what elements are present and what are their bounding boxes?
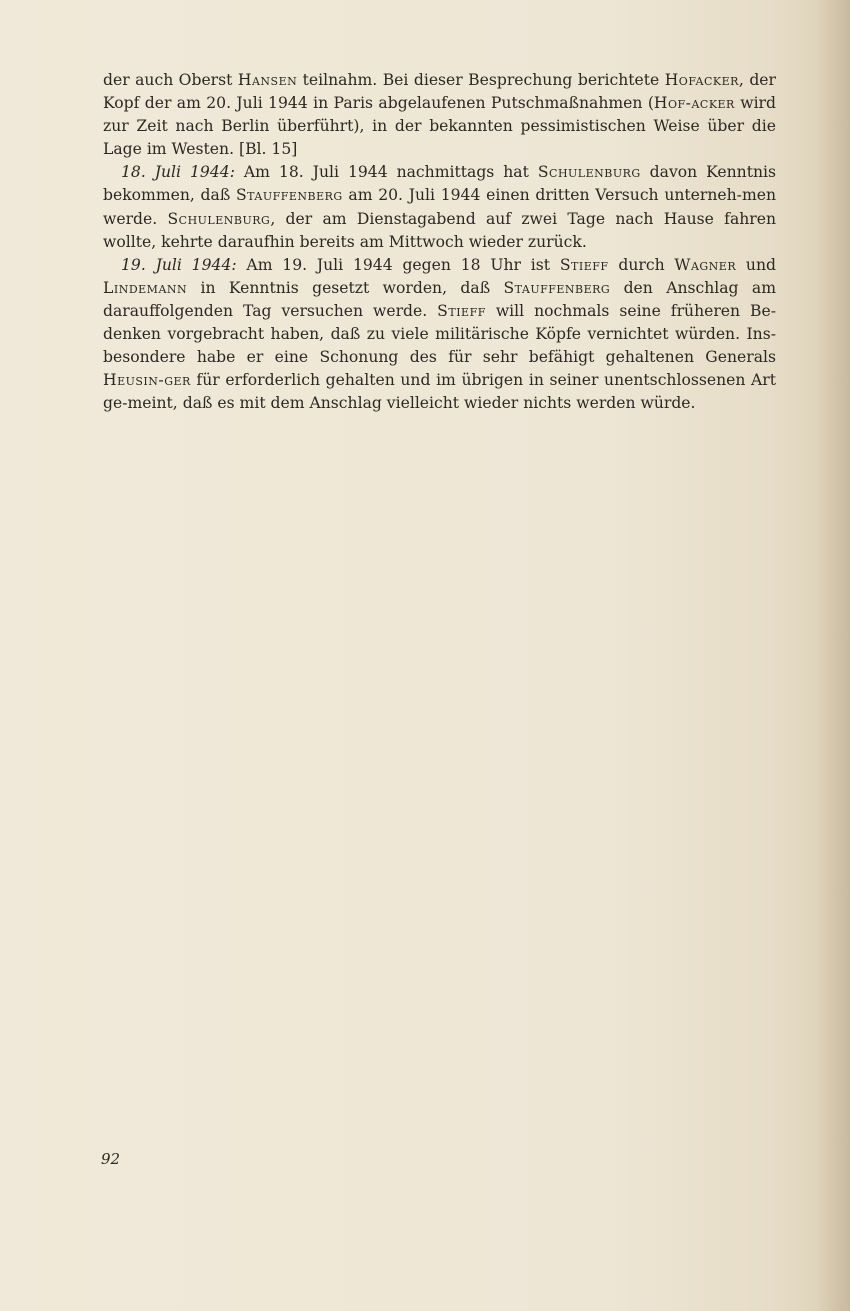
text-run: Weise über die Lage im Westen. [Bl. 15] (103, 117, 776, 159)
date-heading: 18. Juli 1944: (121, 163, 235, 182)
text-run: der auch Oberst (103, 71, 238, 89)
name-smallcaps: ger (164, 371, 191, 390)
text-run: darauffolgenden Tag versuchen werde. (103, 301, 438, 320)
name-smallcaps: Wagner (674, 255, 737, 274)
name-smallcaps: Stauffenberg (503, 278, 611, 297)
text-run: teilnahm. Bei dieser Besprechung berichtete (297, 71, 665, 89)
name-smallcaps: Hansen (237, 71, 298, 89)
name-smallcaps: Hofacker (664, 71, 739, 89)
text-run: denken vorgebracht haben, daß zu viele militärische Köpfe vernichtet würden. Ins- (103, 325, 776, 344)
text-run: und (736, 255, 776, 274)
text-run: fahren wollte, kehrte daraufhin bereits am Mittwoch wieder zurück. (103, 209, 777, 251)
text-run: Am 19. Juli 1944 gegen 18 Uhr ist (236, 255, 560, 274)
text-run: in Kenntnis gesetzt worden, daß (187, 278, 504, 297)
name-smallcaps: Schulenburg (537, 163, 641, 182)
text-run: will nochmals seine früheren Be- (485, 301, 776, 320)
text-run: besondere habe er eine Schonung des für sehr befähigt gehaltenen Generals (103, 348, 776, 367)
text-run: davon Kenntnis (640, 163, 777, 182)
page-number: 92 (101, 1150, 121, 1168)
text-run: men werde. (103, 186, 776, 228)
text-run: , der am Dienstagabend auf zwei Tage nach Hause (270, 209, 714, 228)
text-run: wird zur Zeit nach Berlin überführt), in der bekannten pessimistischen (103, 94, 776, 136)
text-run: durch (608, 255, 675, 274)
text-run: Am 18. Juli 1944 nachmittags hat (234, 163, 538, 182)
name-smallcaps: Schulenburg (167, 209, 271, 228)
paragraph (103, 161, 776, 253)
name-smallcaps: Heusin- (103, 371, 165, 390)
name-smallcaps: acker (691, 94, 735, 113)
body-text (103, 69, 776, 415)
name-smallcaps: Stauffenberg (235, 186, 343, 205)
text-run: der Kopf der am 20. Juli 1944 in Paris abgelaufenen Putschmaßnahmen ( (103, 71, 776, 113)
text-run: meint, daß es mit dem Anschlag vielleicht wieder nichts werden würde. (127, 394, 696, 413)
paragraph (103, 69, 776, 161)
name-smallcaps: Stieff (437, 301, 486, 320)
text-run: den Anschlag am (610, 278, 776, 297)
page-edge-shadow (816, 0, 850, 1311)
text-run: für erforderlich gehalten und im übrigen in seiner unentschlossenen Art ge- (103, 371, 776, 413)
text-run: bekommen, daß (103, 186, 236, 205)
text-run: , (738, 71, 744, 89)
name-smallcaps: Hof- (653, 94, 692, 113)
date-heading: 19. Juli 1944: (121, 255, 237, 274)
name-smallcaps: Lindemann (103, 278, 188, 297)
paragraph (103, 254, 776, 416)
name-smallcaps: Stieff (559, 255, 609, 274)
text-run: am 20. Juli 1944 einen dritten Versuch unterneh- (342, 186, 742, 205)
